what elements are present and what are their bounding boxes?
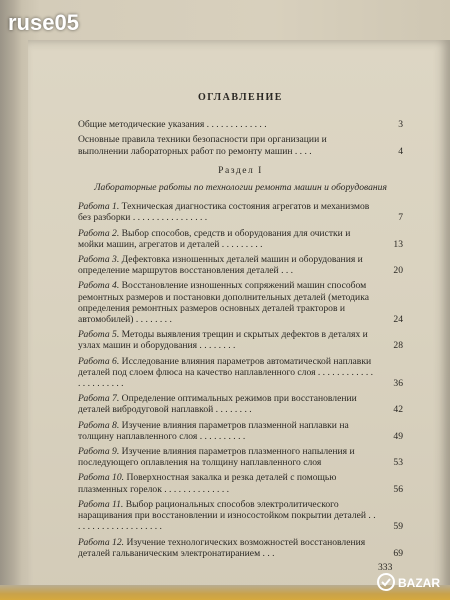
toc-entry-text <box>78 228 403 250</box>
toc-entry-page: 24 <box>393 314 403 326</box>
work-label: Работа 7. <box>78 393 120 405</box>
work-label: Работа 12. <box>78 536 125 548</box>
page-number: 333 <box>378 562 393 573</box>
toc-entry-text <box>78 329 403 351</box>
toc-work-entry <box>78 201 403 223</box>
work-title: Исследование влияния параметров автоматической наплавки деталей под слоем флюса на качество наплавленного слоя . . . . . . . . . . . . . . . . . . . . . . <box>78 355 374 390</box>
toc-entry <box>78 119 403 130</box>
toc-entry-text <box>78 472 403 494</box>
work-label: Работа 1. <box>78 201 120 213</box>
toc-entry-page: 59 <box>393 521 403 533</box>
work-title: Определение оптимальных режимов при восстановлении деталей вибродуговой наплавкой . . . . . . . . <box>78 393 357 416</box>
toc-entry-text <box>78 537 403 559</box>
section-heading: Раздел I <box>218 164 263 176</box>
toc-entry-text <box>78 254 403 276</box>
toc-entry-text <box>78 393 403 415</box>
work-title: Восстановление изношенных сопряжений машин способом ремонтных размеров и постановки дополнительных деталей (методика определения ремонтных размеров основных деталей тракторов и автомобилей) . . . . . . . . <box>78 280 369 326</box>
toc-entry-page: 42 <box>393 404 403 416</box>
toc-work-entry <box>78 537 403 559</box>
toc-entry-text <box>78 280 403 325</box>
toc-entry-text: Основные правила техники безопасности при организации и выполнении лабораторных работ по ремонту машин . . . . <box>78 134 327 157</box>
toc-entry-page: 13 <box>393 238 403 250</box>
toc-entry-text <box>78 499 403 533</box>
work-label: Работа 2. <box>78 227 120 239</box>
work-title: Выбор рациональных способов электролитического наращивания при восстановлении и износостойком покрытии деталей . . . . . . . . . . . . . . . . . . . . <box>78 498 376 533</box>
toc-entry <box>78 134 403 156</box>
toc-work-entry <box>78 254 403 276</box>
work-label: Работа 8. <box>78 419 120 431</box>
work-label: Работа 11. <box>78 498 124 510</box>
work-label: Работа 10. <box>78 472 125 484</box>
table-of-contents <box>78 92 403 563</box>
work-title: Техническая диагностика состояния агрегатов и механизмов без разборки . . . . . . . . . . . . . . . . <box>78 201 370 224</box>
toc-entry-page: 69 <box>393 547 403 559</box>
toc-title: ОГЛАВЛЕНИЕ <box>198 92 283 103</box>
toc-entry-text <box>78 420 403 442</box>
toc-entry-text <box>78 446 403 468</box>
toc-entry-text <box>78 201 403 223</box>
toc-entry-page: 7 <box>398 212 403 224</box>
toc-work-entry <box>78 472 403 494</box>
work-title: Изучение влияния параметров плазменной наплавки на толщину наплавленного слоя . . . . . . . . . . <box>78 419 349 442</box>
work-title: Выбор способов, средств и оборудования для очистки и мойки машин, агрегатов и деталей . . . . . . . . . <box>78 227 351 250</box>
toc-entry-page: 53 <box>393 457 403 469</box>
toc-work-entry <box>78 280 403 325</box>
toc-entry-page: 56 <box>393 483 403 495</box>
toc-work-entry <box>78 228 403 250</box>
toc-entry-text <box>78 356 403 390</box>
section-subtitle: Лабораторные работы по технологии ремонта машин и оборудования <box>94 182 387 194</box>
toc-entry-page: 36 <box>393 378 403 390</box>
toc-entry-page: 4 <box>398 145 403 157</box>
toc-work-entry <box>78 499 403 533</box>
toc-entry-page: 20 <box>393 265 403 277</box>
toc-entry-text: Общие методические указания . . . . . . . . . . . . . <box>78 119 267 131</box>
work-label: Работа 9. <box>78 446 120 458</box>
work-title: Изучение технологических возможностей восстановления деталей гальваническим электронатиранием . . . <box>78 536 366 559</box>
toc-work-entry <box>78 356 403 390</box>
logo-text: BAZAR <box>398 576 440 590</box>
toc-entry-page: 3 <box>398 119 403 131</box>
work-label: Работа 5. <box>78 329 120 341</box>
watermark-text: ruse05 <box>8 10 79 35</box>
toc-work-entry <box>78 329 403 351</box>
toc-entry-page: 28 <box>393 340 403 352</box>
work-label: Работа 6. <box>78 355 120 367</box>
work-title: Изучение влияния параметров плазменного напыления и последующего оплавления на толщину наплавленного слоя <box>78 446 355 469</box>
work-label: Работа 4. <box>78 280 120 292</box>
work-title: Поверхностная закалка и резка деталей с помощью плазменных горелок . . . . . . . . . . . . . . <box>78 472 337 495</box>
toc-entry-page: 49 <box>393 430 403 442</box>
toc-work-entry <box>78 393 403 415</box>
bazar-logo-icon <box>376 568 450 596</box>
toc-work-entry <box>78 420 403 442</box>
toc-work-entry <box>78 446 403 468</box>
work-title: Методы выявления трещин и скрытых дефектов в деталях и узлах машин и оборудования . . . . . . . . <box>78 329 368 352</box>
works-list <box>78 201 403 559</box>
work-title: Дефектовка изношенных деталей машин и оборудования и определение маршрутов восстановления деталей . . . <box>78 254 363 277</box>
work-label: Работа 3. <box>78 254 120 266</box>
